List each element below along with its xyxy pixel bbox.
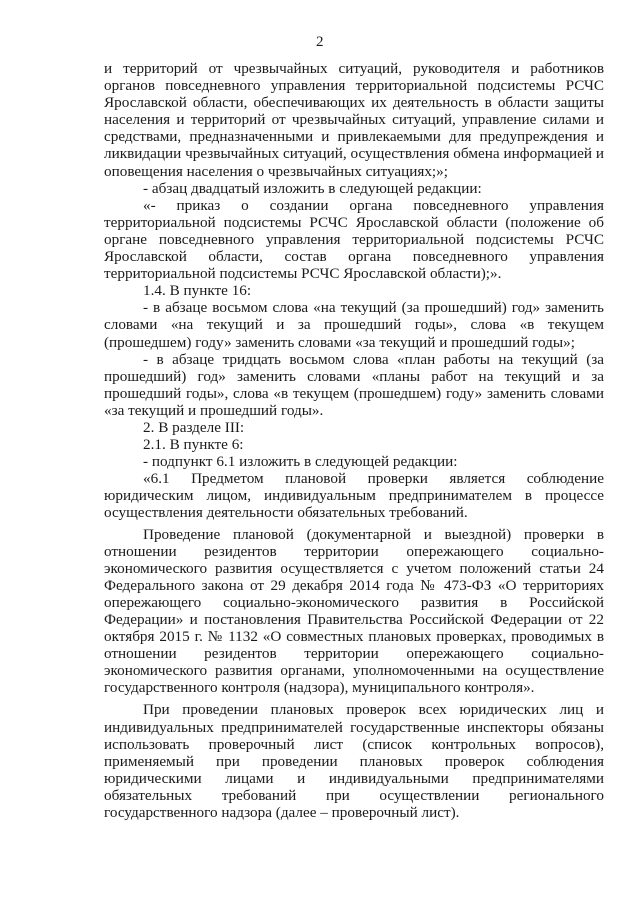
paragraph: и территорий от чрезвычайных ситуаций, руководителя и работников органов повседневного управления территориальной подсистемы РСЧС Ярославской области, обеспечивающих их деятельность в области защиты населения и территорий от чрезвычайных ситуаций, управление силами и средствами, предназначенными и привлекаемыми для предупреждения и ликвидации чрезвычайных ситуаций, осуществления обмена информацией и оповещения населения о чрезвычайных ситуациях;»; [104, 60, 604, 180]
paragraph: При проведении плановых проверок всех юридических лиц и индивидуальных предпринимателей государственные инспекторы обязаны использовать проверочный лист (список контрольных вопросов), применяемый при проведении плановых проверок соблюдения юридическими лицами и индивидуальными предпринимателями обязательных требований при осуществлении регионального государственного надзора (далее – проверочный лист). [104, 701, 604, 822]
paragraph: - подпункт 6.1 изложить в следующей редакции: [143, 453, 458, 471]
paragraph: «- приказ о создании органа повседневного управления территориальной подсистемы РСЧС Ярославской области (положение об органе повседневного управления территориальной подсистемы РСЧС Ярославской области, состав органа повседневного управления территориальной подсистемы РСЧС Ярославской области);». [104, 196, 604, 283]
paragraph: - абзац двадцатый изложить в следующей редакции: [143, 179, 482, 197]
paragraph: - в абзаце тридцать восьмом слова «план работы на текущий (за прошедший) год» заменить словами «планы работ на текущий и за прошедший годы», слова «в текущем (прошедшем) году» заменить словами «за текущий и прошедший годы». [104, 350, 604, 419]
paragraph: 1.4. В пункте 16: [143, 282, 252, 300]
paragraph: 2.1. В пункте 6: [143, 436, 244, 454]
paragraph: 2. В разделе III: [143, 418, 245, 436]
paragraph: Проведение плановой (документарной и выездной) проверки в отношении резидентов территории опережающего социально-экономического развития осуществляется с учетом положений статьи 24 Федерального закона от 29 декабря 2014 года № 473-ФЗ «О территориях опережающего социально-экономического развития в Российской Федерации» и постановления Правительства Российской Федерации от 22 октября 2015 г. № 1132 «О совместных плановых проверках, проводимых в отношении резидентов территории опережающего социально-экономического развития органами, уполномоченными на осуществление государственного контроля (надзора), муниципального контроля». [104, 525, 604, 697]
page-number: 2 [316, 34, 324, 50]
paragraph: - в абзаце восьмом слова «на текущий (за прошедший) год» заменить словами «на текущий и за прошедший годы», слова «в текущем (прошедшем) году» заменить словами «за текущий и прошедший годы»; [104, 299, 604, 351]
document-body [104, 60, 604, 821]
paragraph: «6.1 Предметом плановой проверки является соблюдение юридическим лицом, индивидуальным предпринимателем в процессе осуществления деятельности обязательных требований. [104, 470, 604, 522]
